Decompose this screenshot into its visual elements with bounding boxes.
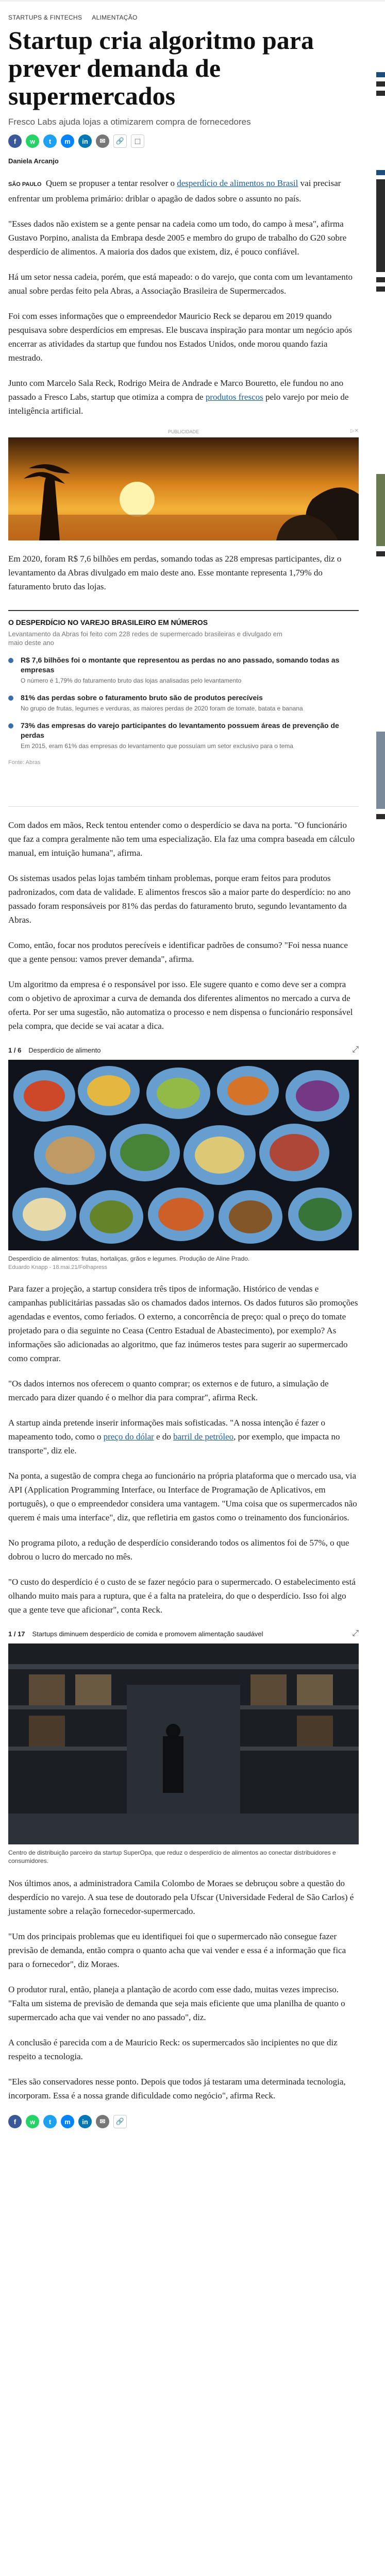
infobox-item bbox=[8, 693, 359, 713]
paragraph: Como, então, focar nos produtos perecíveis e identificar padrões de consumo? "Foi nessa nuance que a gente pensou: vamos prever demanda", afirma. bbox=[8, 940, 348, 964]
paragraph: Na ponta, a sugestão de compra chega ao funcionário na própria plataforma que o mercado usa, via API (Application Programming Interface, ou Interface de Programação de Aplicativos, em português), o que o empreendedor considera uma vantagem. "Uma coisa que os supermercados não querem é mais uma interface", diz, que refletiria em gastos como o treinamento dos funcionários. bbox=[8, 1471, 357, 1522]
email-icon[interactable]: ✉ bbox=[96, 134, 109, 148]
link-icon[interactable]: 🔗 bbox=[113, 134, 127, 148]
text: Quem se propuser a tentar resolver o bbox=[45, 178, 177, 188]
sidebar-image[interactable] bbox=[376, 179, 385, 272]
bullet-icon bbox=[8, 696, 13, 701]
article-body-3 bbox=[8, 818, 359, 1033]
text: vai precisar enfrentar um problema primário: driblar o apagão de dados sobre o assunto no país. bbox=[8, 178, 341, 204]
infobox bbox=[8, 610, 359, 807]
gallery-credit: Eduardo Knapp - 18.mai.21/Folhapress bbox=[8, 1264, 108, 1270]
whatsapp-icon[interactable]: w bbox=[26, 134, 39, 148]
sidebar-line bbox=[376, 81, 385, 87]
text: , por exemplo, que impacta no transporte", diz ele. bbox=[8, 1432, 340, 1455]
infobox-spacer bbox=[8, 766, 359, 807]
sidebar-image[interactable] bbox=[376, 732, 385, 809]
paragraph: Em 2020, foram R$ 7,6 bilhões em perdas, somando todas as 228 empresas participantes, diz o levantamento da Abras divulgado em maio deste ano. Esse montante representa 1,79% do faturamento bruto das lojas. bbox=[8, 554, 342, 591]
dateline: SÃO PAULO bbox=[8, 181, 42, 188]
ad-label-text: PUBLICIDADE bbox=[168, 429, 199, 434]
sidebar-line bbox=[376, 72, 385, 77]
infobox-item-head: 73% das empresas do varejo participantes do levantamento possuem áreas de prevenção de perdas bbox=[21, 721, 339, 739]
infobox-item-head: 81% das perdas sobre o faturamento bruto são de produtos perecíveis bbox=[21, 693, 263, 702]
inline-link[interactable]: produtos frescos bbox=[205, 392, 263, 402]
inline-link[interactable]: preço do dólar bbox=[103, 1432, 154, 1442]
paragraph: "Os dados internos nos oferecem o quanto comprar; os externos e de futuro, a simulação de mercado para dizer quando é o melhor dia para comprar", afirma Reck. bbox=[8, 1379, 329, 1402]
infobox-item-note: No grupo de frutas, legumes e verduras, as maiores perdas de 2020 foram de tomate, batata e banana bbox=[21, 705, 303, 712]
gallery-title: Startups diminuem desperdício de comida e promovem alimentação saudável bbox=[32, 1630, 263, 1638]
ad-image-sunset[interactable] bbox=[8, 437, 359, 540]
article-body bbox=[8, 176, 359, 418]
share-bar bbox=[8, 134, 359, 148]
paragraph bbox=[8, 376, 359, 418]
page-subtitle: Fresco Labs ajuda lojas a otimizarem compra de fornecedores bbox=[8, 117, 251, 127]
infobox-item bbox=[8, 655, 359, 685]
page-title: Startup cria algoritmo para prever demanda de supermercados bbox=[8, 26, 314, 110]
infobox-item-note: Em 2015, eram 61% das empresas do levantamento que possuíam um setor exclusivo para o tema bbox=[21, 742, 293, 750]
sidebar-fragment bbox=[376, 72, 385, 100]
infobox-footer bbox=[8, 759, 359, 766]
paragraph: "Um dos principais problemas que eu identifiquei foi que o supermercado não consegue fazer previsão de demanda, então compra o quanto acha que vai vender e essa é a informação que fica para o fornecedor", diz Moraes. bbox=[8, 1931, 346, 1969]
paragraph: Os sistemas usados pelas lojas também tinham problemas, porque eram feitos para produtos padronizados, com data de validade. E alimentos frescos são a maior parte do desperdício: no ano passado foram responsáveis por 81% das perdas do faturamento bruto, segundo levantamento da Abras. bbox=[8, 873, 351, 925]
paragraph: Nos últimos anos, a administradora Camila Colombo de Moraes se debruçou sobre a questão do desperdício no varejo. A sua tese de doutorado pela Ufscar (Universidade Federal de São Carlos) é justamente sobre a relação fornecedor-supermercado. bbox=[8, 1878, 354, 1916]
paragraph: O produtor rural, então, planeja a plantação de acordo com esse dado, muitas vezes impreciso. "Falta um sistema de previsão de demanda que seja mais eficiente que uma planilha de quanto o supermercado acha que vai vender no ano passado", diz. bbox=[8, 1985, 345, 2022]
paragraph bbox=[8, 1416, 359, 1458]
sidebar-fragment bbox=[376, 170, 385, 296]
bullet-icon bbox=[8, 658, 13, 663]
paragraph: Com dados em mãos, Reck tentou entender como o desperdício se dava na porta. "O funcionário que faz a compra geralmente não tem uma especialização. Ela faz uma compra baseada em cálculo manual, em intuição humana", afirma. bbox=[8, 820, 355, 858]
breadcrumb-item[interactable]: STARTUPS & FINTECHS bbox=[8, 14, 82, 21]
text: A startup ainda pretende inserir informações mais sofisticadas. "A nossa intenção é fazer o mapeamento todo, como o bbox=[8, 1418, 325, 1442]
expand-icon[interactable]: ⤢ bbox=[352, 1045, 359, 1054]
sunset-image bbox=[8, 437, 359, 540]
gallery-counter: 1 / 17 bbox=[8, 1630, 25, 1638]
text: pelo varejo por meio de inteligência artificial. bbox=[8, 392, 349, 416]
infobox-subtitle: Levantamento da Abras foi feito com 228 redes de supermercado brasileiras e divulgado em maio deste ano bbox=[8, 630, 282, 647]
sidebar-line bbox=[376, 170, 385, 175]
email-icon[interactable]: ✉ bbox=[96, 2115, 109, 2128]
infobox-item-note: O número é 1,79% do faturamento bruto das lojas analisadas pelo levantamento bbox=[21, 677, 242, 684]
whatsapp-icon[interactable]: w bbox=[26, 2115, 39, 2128]
text: Junto com Marcelo Sala Reck, Rodrigo Meira de Andrade e Marco Bouretto, ele fundou no ano passado a Fresco Labs, startup que otimiza a compra de bbox=[8, 378, 344, 402]
messenger-icon[interactable]: m bbox=[61, 2115, 74, 2128]
sidebar-fragment bbox=[376, 474, 385, 561]
bullet-icon bbox=[8, 723, 13, 728]
paragraph: A conclusão é parecida com a de Mauricio Reck: os supermercados são incipientes no que diz respeito a tecnologia. bbox=[8, 2038, 338, 2061]
infobox-item bbox=[8, 721, 359, 750]
sidebar-line bbox=[376, 814, 385, 819]
sidebar-line bbox=[376, 91, 385, 96]
facebook-icon[interactable]: f bbox=[8, 134, 22, 148]
linkedin-icon[interactable]: in bbox=[78, 2115, 92, 2128]
paragraph: "Esses dados não existem se a gente pensar na cadeia como um todo, do campo à mesa", afirma Gustavo Porpino, analista da Embrapa desde 2005 e membro do grupo de trabalho do G20 sobre desperdício de alimentos. A maioria dos dados que existem, diz, é pouco confiável. bbox=[8, 219, 347, 257]
paragraph: "O custo do desperdício é o custo de se fazer negócio para o supermercado. O estabelecimento está olhando muito mais para a ruptura, que é a falta na prateleira, do que o desperdício. Isso foi algo que a gente teve que aficionar", conta Reck. bbox=[8, 1577, 356, 1615]
paragraph: "Eles são conservadores nesse ponto. Depois que todos já testaram uma determinada tecnologia, incorporam. Essa é a nossa grande dificuldade como negócio", afirma Reck. bbox=[8, 2077, 346, 2100]
article-column bbox=[8, 0, 359, 2149]
sidebar-image[interactable] bbox=[376, 474, 385, 546]
share-bar-bottom bbox=[8, 2115, 359, 2128]
gallery-header bbox=[8, 1045, 359, 1060]
infobox-title: O DESPERDÍCIO NO VAREJO BRASILEIRO EM NÚMEROS bbox=[8, 618, 208, 626]
ad-close-icon[interactable]: ▷✕ bbox=[350, 428, 359, 434]
gallery-image-warehouse[interactable] bbox=[8, 1643, 359, 1844]
footer-spacer bbox=[8, 2128, 359, 2149]
ad-label bbox=[8, 429, 359, 434]
facebook-icon[interactable]: f bbox=[8, 2115, 22, 2128]
infobox-source: Fonte: Abras bbox=[8, 759, 41, 766]
twitter-icon[interactable]: t bbox=[43, 134, 57, 148]
messenger-icon[interactable]: m bbox=[61, 134, 74, 148]
gallery-title: Desperdício de alimento bbox=[28, 1046, 101, 1054]
gallery-image-food[interactable] bbox=[8, 1060, 359, 1250]
paragraph: Um algoritmo da empresa é o responsável por isso. Ele sugere quanto e como deve ser a compra com o objetivo de aproximar a curva de demanda dos diferentes alimentos no mercado a curva de oferta. Por ser uma sugestão, não automatiza o processo e nem dispensa o funcionário responsável pela compra, que decide se vai acatar a dica. bbox=[8, 979, 353, 1031]
warehouse-image bbox=[8, 1643, 359, 1844]
breadcrumb bbox=[8, 0, 359, 21]
gallery-counter: 1 / 6 bbox=[8, 1046, 22, 1054]
link-icon[interactable]: 🔗 bbox=[113, 2115, 127, 2128]
sidebar-line bbox=[376, 277, 385, 282]
breadcrumb-item[interactable]: ALIMENTAÇÃO bbox=[92, 14, 138, 21]
paragraph: Há um setor nessa cadeia, porém, que está mapeado: o do varejo, que conta com um levantamento anual sobre perdas feito pela Abras, a Associação Brasileira de Supermercados. bbox=[8, 272, 353, 296]
paragraph: Para fazer a projeção, a startup considera três tipos de informação. Histórico de vendas e campanhas publicitárias passadas são os chamados dados internos. Os dados futuros são promoções agendadas e eventos, como feriados. O externo, a concorrência de preço: qual o preço do tomate projetado para o dia seguinte no Ceasa (Centro Estadual de Abastecimento), por exemplo? As informações são adicionadas ao algoritmo, que faz inúmeros testes para sugerir ao supermercado como comprar. bbox=[8, 1284, 358, 1363]
article-body-4 bbox=[8, 1282, 359, 1617]
text: e do bbox=[154, 1432, 174, 1442]
paragraph bbox=[8, 176, 359, 206]
expand-icon[interactable]: ⤢ bbox=[352, 1629, 359, 1638]
article-body-2 bbox=[8, 552, 359, 594]
inline-link[interactable]: desperdício de alimentos no Brasil bbox=[177, 178, 298, 188]
gallery-caption: Centro de distribuição parceiro da startup SuperOpa, que reduz o desperdício de alimentos ao conectar distribuidores e consumidores. bbox=[8, 1849, 336, 1865]
twitter-icon[interactable]: t bbox=[43, 2115, 57, 2128]
gallery-header bbox=[8, 1629, 359, 1643]
sidebar-line bbox=[376, 286, 385, 292]
food-bags-image bbox=[8, 1060, 359, 1250]
sidebar-fragment bbox=[376, 732, 385, 823]
paragraph: Foi com esses informações que o empreendedor Mauricio Reck se deparou em 2019 quando pesquisava sobre desperdícios em empresas. Ele buscava inspiração para montar um negócio após encerrar as atividades da startup que fundou nos Estados Unidos, onde morou quando fazia mestrado. bbox=[8, 311, 353, 363]
article-body-5 bbox=[8, 1876, 359, 2103]
author-name[interactable]: Daniela Arcanjo bbox=[8, 157, 59, 165]
gallery-caption: Desperdício de alimentos: frutas, hortaliças, grãos e legumes. Produção de Aline Prado. bbox=[8, 1255, 250, 1262]
sidebar-line bbox=[376, 551, 385, 556]
gift-icon[interactable]: ⬚ bbox=[131, 134, 144, 148]
inline-link[interactable]: barril de petróleo bbox=[173, 1432, 234, 1442]
infobox-item-head: R$ 7,6 bilhões foi o montante que representou as perdas no ano passado, somando todas as empresas bbox=[21, 656, 340, 674]
linkedin-icon[interactable]: in bbox=[78, 134, 92, 148]
paragraph: No programa piloto, a redução de desperdício considerando todos os alimentos foi de 57%, o que dobrou o lucro do mercado no mês. bbox=[8, 1538, 349, 1562]
